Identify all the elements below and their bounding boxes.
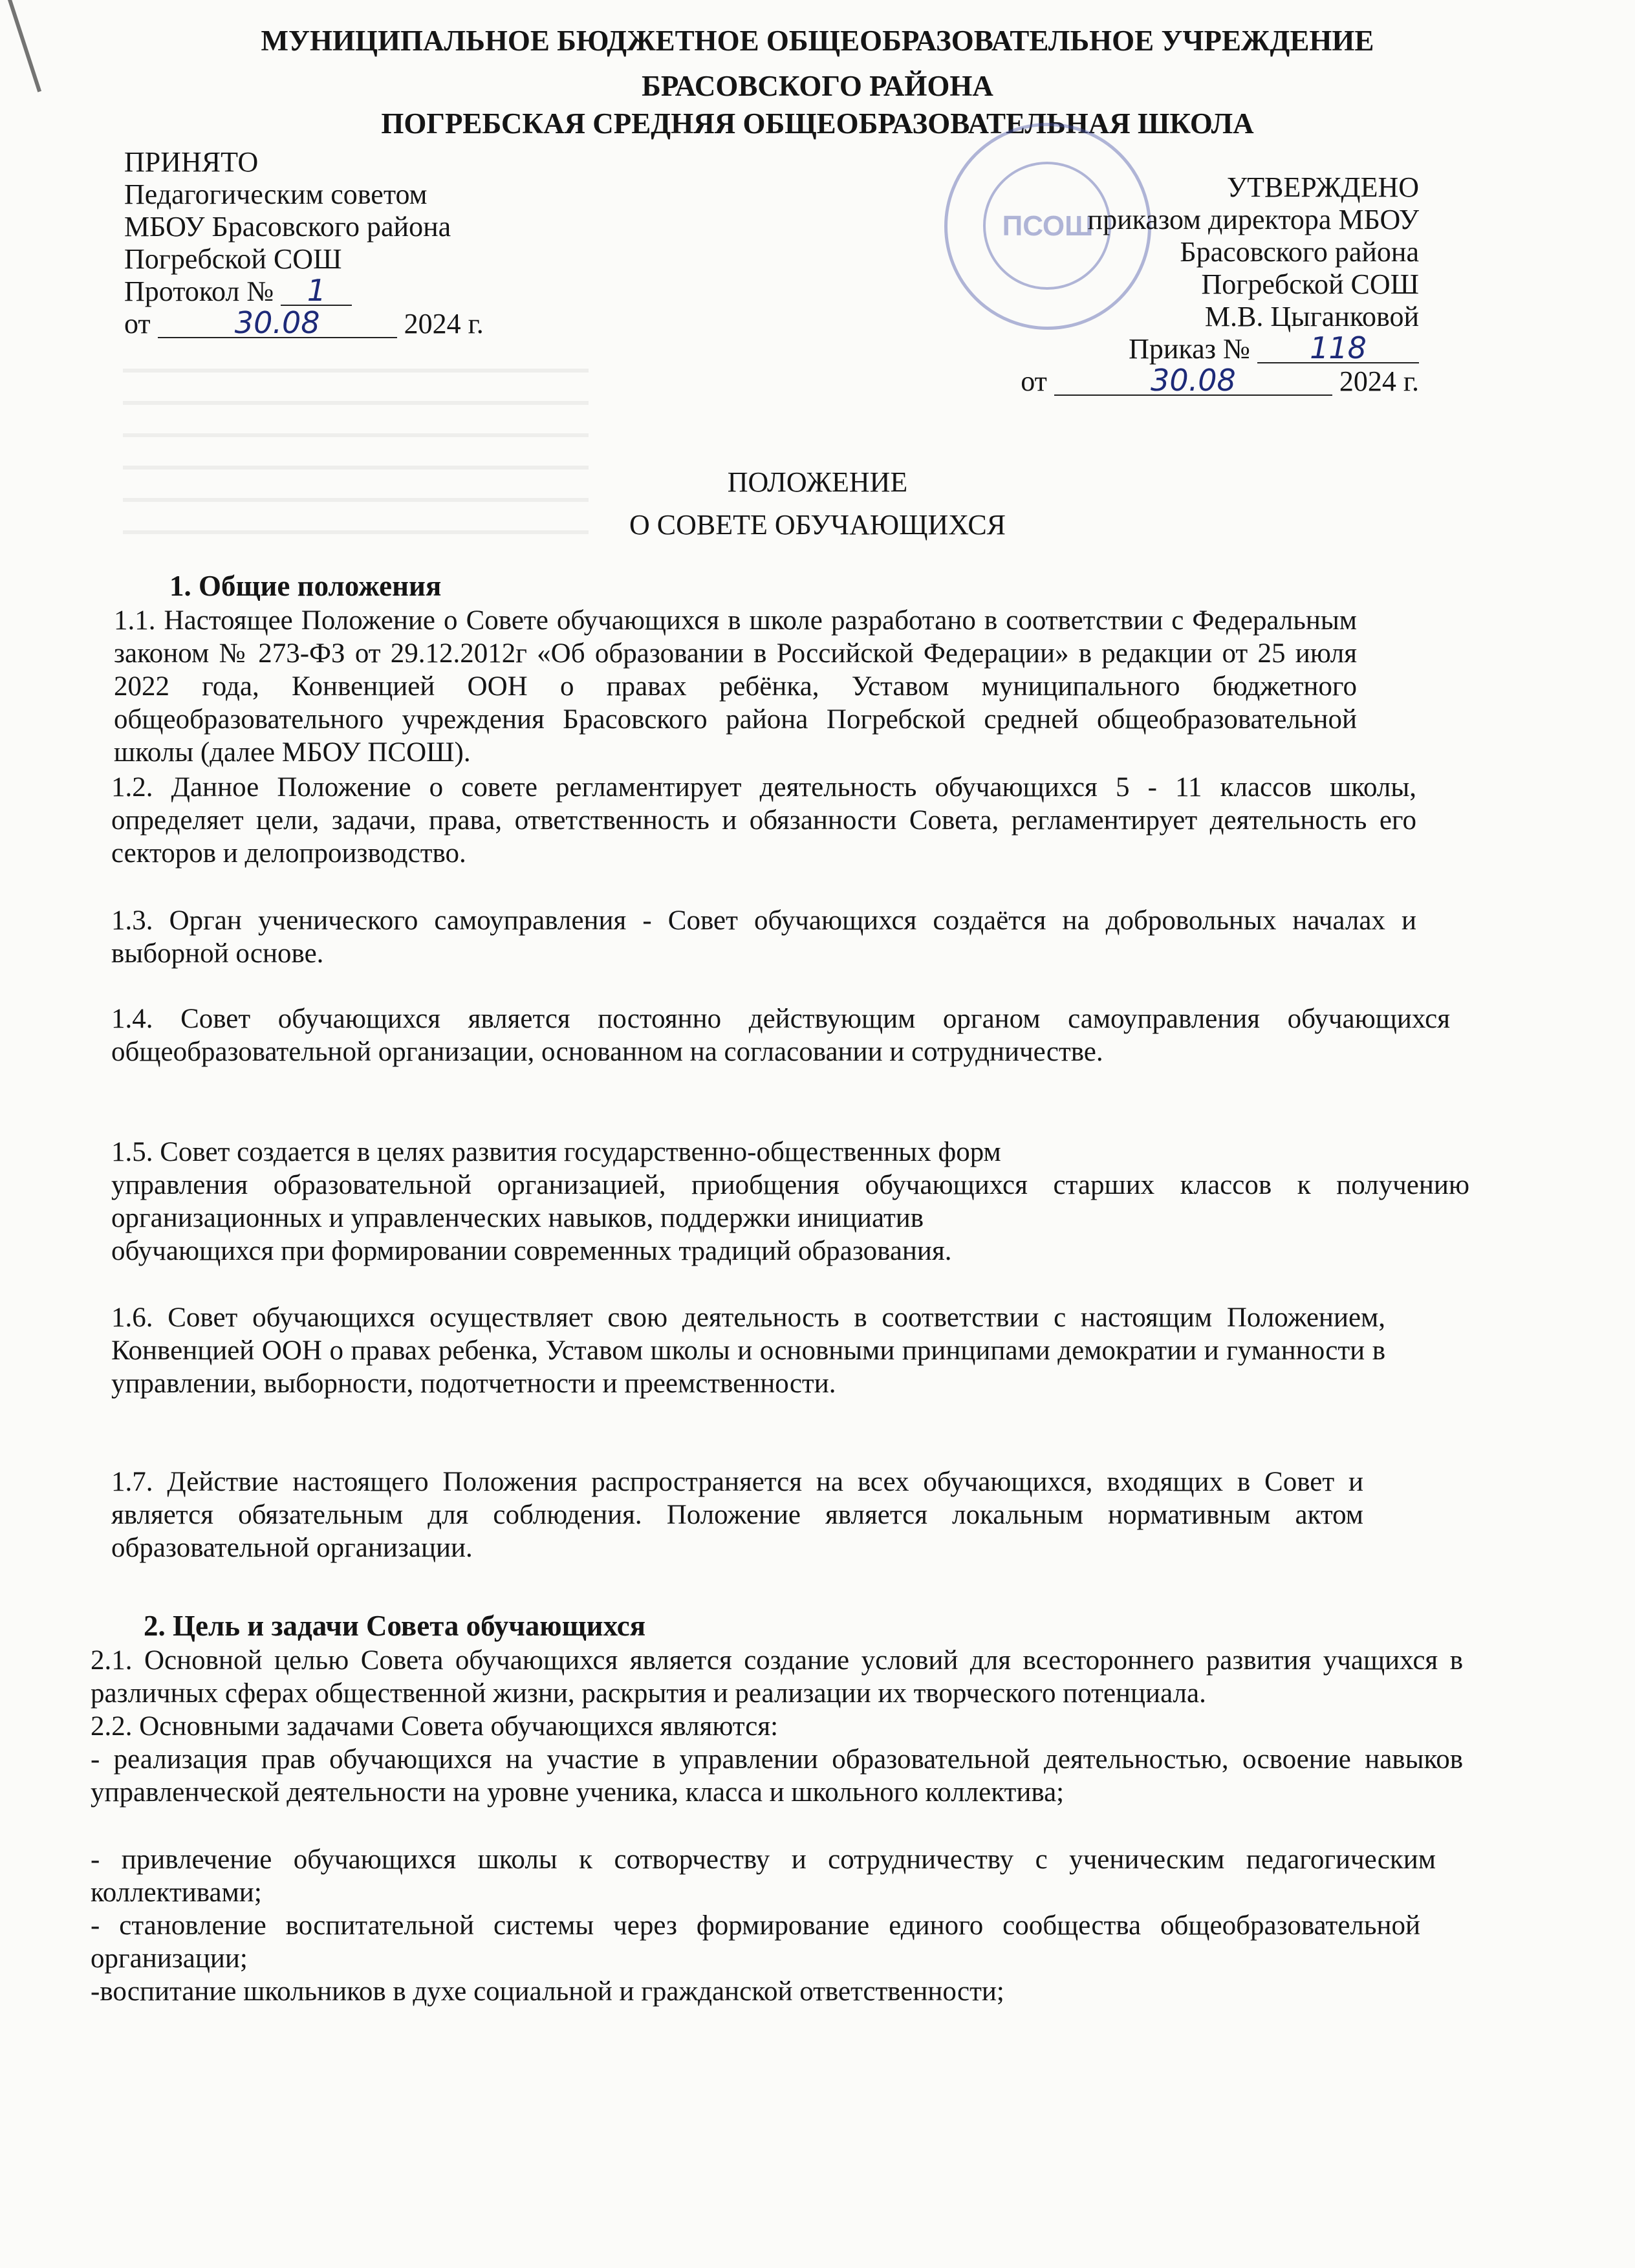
approved-org: Брасовского района <box>1180 236 1419 268</box>
order-line <box>957 330 1419 365</box>
task-item-3: - становление воспитательной системы через формирование единого сообщества общеобразовательной организации; <box>91 1910 1420 1974</box>
protocol-line <box>124 275 484 308</box>
paragraph-1-5c: обучающихся при формировании современных традиций образования. <box>111 1236 952 1266</box>
approved-order-by: приказом директора МБОУ <box>1087 204 1419 235</box>
accepted-date-prefix: от <box>124 308 151 340</box>
approved-school: Погребской СОШ <box>1201 268 1419 300</box>
paragraph-2-2: 2.2. Основными задачами Совета обучающихся являются: <box>91 1711 779 1742</box>
header-line-2: БРАСОВСКОГО РАЙОНА <box>642 70 993 102</box>
paragraph-1-3: 1.3. Орган ученического самоуправления - Совет обучающихся создаётся на добровольных началах и выборной основе. <box>111 905 1416 969</box>
paragraph-1-5b: управления образовательной организацией, приобщения обучающихся старших классов к получению организационных и управленческих навыков, поддержки инициатив <box>111 1170 1469 1233</box>
accepted-year: 2024 г. <box>404 308 484 340</box>
approved-year: 2024 г. <box>1339 365 1419 397</box>
task-item-2: - привлечение обучающихся школы к сотворчеству и сотрудничеству с ученическим педагогическим коллективами; <box>91 1844 1436 1908</box>
order-label: Приказ № <box>1129 333 1250 365</box>
task-item-1: - реализация прав обучающихся на участие в управлении образовательной деятельностью, освоение навыков управленческой деятельности на уровне ученика, класса и школьного коллектива; <box>91 1744 1463 1808</box>
order-number: 118 <box>1257 334 1419 363</box>
section-1-title: 1. Общие положения <box>169 570 442 602</box>
approved-label: УТВЕРЖДЕНО <box>1226 171 1419 203</box>
paragraph-1-1: 1.1. Настоящее Положение о Совете обучающихся в школе разработано в соответствии с Федеральным законом № 273-ФЗ от 29.12.2012г «Об образовании в Российской Федерации» в редакции от 25 июля 2022 года, Конвенцией ООН о правах ребёнка, Уставом муниципального бюджетного общеобразовательного учреждения Брасовского района Погребской средней общеобразовательной школы (далее МБОУ ПСОШ). <box>114 605 1357 768</box>
accepted-school: Погребской СОШ <box>124 243 342 275</box>
doc-subtitle: О СОВЕТЕ ОБУЧАЮЩИХСЯ <box>629 509 1006 541</box>
approved-director: М.В. Цыганковой <box>1204 301 1419 332</box>
header-line-3: ПОГРЕБСКАЯ СРЕДНЯЯ ОБЩЕОБРАЗОВАТЕЛЬНАЯ ШКОЛА <box>381 107 1254 140</box>
accepted-label: ПРИНЯТО <box>124 146 259 178</box>
paragraph-1-5a: 1.5. Совет создается в целях развития государственно-общественных форм <box>111 1137 1001 1167</box>
accepted-org: МБОУ Брасовского района <box>124 211 451 243</box>
paragraph-1-6: 1.6. Совет обучающихся осуществляет свою деятельность в соответствии с настоящим Положением, Конвенцией ООН о правах ребенка, Уставом школы и основными принципами демократии и гуманности в управлении, выборности, подотчетности и преемственности. <box>111 1302 1385 1399</box>
approved-block <box>957 171 1419 398</box>
paragraph-1-2: 1.2. Данное Положение о совете регламентирует деятельность обучающихся 5 - 11 классов школы, определяет цели, задачи, права, ответственность и обязанности Совета, регламентирует деятельность его секторов и делопроизводство. <box>111 772 1416 869</box>
section-2-title: 2. Цель и задачи Совета обучающихся <box>144 1610 646 1642</box>
approved-date: 30.08 <box>1054 366 1332 396</box>
accepted-date: 30.08 <box>158 308 397 338</box>
paragraph-2-1: 2.1. Основной целью Совета обучающихся является создание условий для всестороннего развития учащихся в различных сферах общественной жизни, раскрытия и реализации их творческого потенциала. <box>91 1645 1463 1709</box>
doc-title: ПОЛОЖЕНИЕ <box>727 466 908 498</box>
header-line-1: МУНИЦИПАЛЬНОЕ БЮДЖЕТНОЕ ОБЩЕОБРАЗОВАТЕЛЬНОЕ УЧРЕЖДЕНИЕ <box>261 25 1374 57</box>
paragraph-1-4: 1.4. Совет обучающихся является постоянно действующим органом самоуправления обучающихся общеобразовательной организации, основанном на согласовании и сотрудничестве. <box>111 1004 1450 1067</box>
accepted-date-line <box>124 305 484 340</box>
paragraph-1-7: 1.7. Действие настоящего Положения распространяется на всех обучающихся, входящих в Совет и является обязательным для соблюдения. Положение является локальным нормативным актом образовательной организации. <box>111 1467 1363 1563</box>
accepted-block <box>124 146 484 340</box>
task-item-4: -воспитание школьников в духе социальной и гражданской ответственности; <box>91 1976 1004 2007</box>
approved-date-prefix: от <box>1021 365 1047 397</box>
protocol-label: Протокол № <box>124 275 274 307</box>
protocol-number: 1 <box>281 276 352 306</box>
approved-date-line <box>957 365 1419 398</box>
accepted-body: Педагогическим советом <box>124 178 428 210</box>
stamp-text: ПСОШ <box>1002 210 1094 242</box>
